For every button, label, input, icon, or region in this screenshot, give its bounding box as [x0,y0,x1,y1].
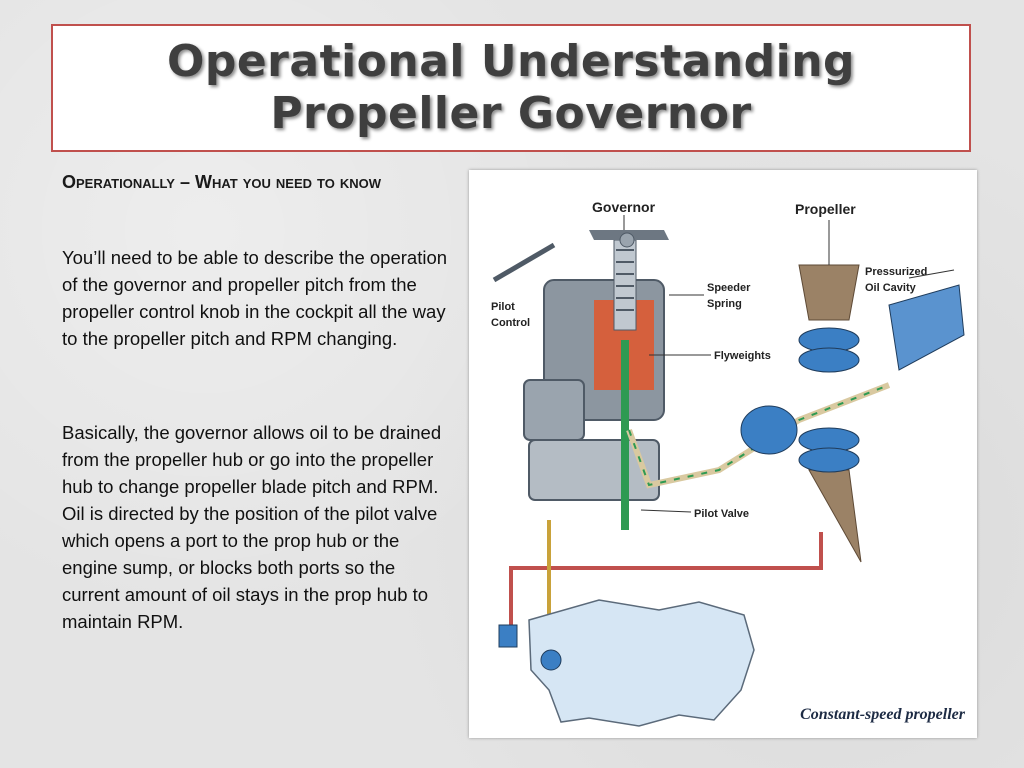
governor-base [529,440,659,500]
label-pressurized-1: Pressurized [865,266,928,278]
title-line-1: Operational Understanding [166,36,856,87]
section-heading: Operationally – What you need to know [62,172,381,192]
prop-hub-ring-2 [799,348,859,372]
label-pilot-valve: Pilot Valve [694,508,750,520]
engine-outline [529,600,754,726]
pressurized-oil-cylinder [889,285,964,370]
title-box [51,24,971,152]
paragraph-1: You’ll need to be able to describe the operation of the governor and propeller pitch from the propeller control knob in the cockpit all the way to the propeller pitch and RPM changing. [62,247,448,349]
label-speeder-spring-2: Spring [707,298,742,310]
engine-fitting [499,625,517,647]
label-flyweights: Flyweights [714,350,771,362]
arm-pivot [620,233,634,247]
propeller-blade-top [799,265,859,320]
label-governor: Governor [592,199,656,215]
governor-side-housing [524,380,584,440]
pilot-control-rod [494,245,554,280]
label-pilot-control-2: Control [491,317,531,329]
prop-flange [741,406,797,454]
prop-hub-ring-4 [799,448,859,472]
propeller-blade-bottom [809,470,861,562]
label-speeder-spring-1: Speeder [707,282,751,294]
title-line-2: Propeller Governor [270,88,752,139]
leader-pilot-valve [641,510,691,512]
engine-pump [541,650,561,670]
diagram-caption: Constant-speed propeller [800,706,965,723]
paragraph-2: Basically, the governor allows oil to be drained from the propeller hub or go into the propeller hub to change propeller blade pitch and RPM. Oil is directed by the position of the pilot valve which opens a port to the prop hub or the engine sump, or blocks both ports so the current amount of oil stays in the prop hub to maintain RPM. [62,422,442,632]
label-pilot-control-1: Pilot [491,301,515,313]
label-propeller: Propeller [795,201,856,217]
label-pressurized-2: Oil Cavity [865,282,916,294]
diagram-illustration [469,170,977,738]
governor-diagram [469,170,977,738]
